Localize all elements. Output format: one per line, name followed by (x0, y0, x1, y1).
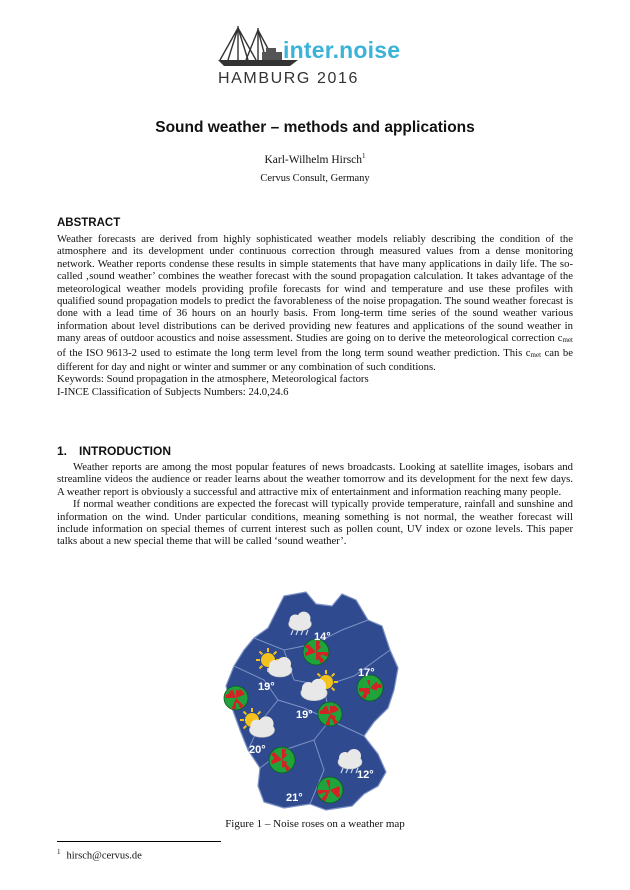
intro-paragraph-1: Weather reports are among the most popular features of news broadcasts. Looking at satellite images, isobars and streamline videos the audience or reader learns about the weather tomorrow and its development for the next few days. A weather report is obviously a successful and attractive mix of entertainment and information reaching many people. (57, 461, 573, 498)
germany-map (214, 590, 414, 815)
author-footnote-mark: 1 (362, 152, 366, 160)
temperature-label: 17° (358, 667, 375, 679)
footnote-mark: 1 (57, 848, 61, 856)
section-title: INTRODUCTION (79, 444, 171, 458)
figure-weather-map (214, 590, 414, 815)
section-number: 1. (57, 444, 68, 458)
abstract-body (57, 233, 573, 398)
paper-title: Sound weather – methods and applications (155, 119, 475, 136)
intro-paragraph-2: If normal weather conditions are expected the forecast will typically provide temperature, rainfall and sunshine and information on the wind. Under particular conditions, meaning something is not normal, the weather forecast will include information on special themes of current interest such as pollen count, UV index or ozone levels. This paper talks about a new special theme that will be called ‘sound weather’. (57, 498, 573, 548)
footnote-rule (57, 841, 221, 842)
logo-name: inter.noise (283, 37, 401, 63)
abstract-heading: ABSTRACT (57, 217, 121, 229)
conference-logo (218, 22, 418, 92)
temperature-label: 20° (249, 744, 266, 756)
footnote-text: hirsch@cervus.de (66, 850, 142, 862)
noise-rose-icon (269, 747, 295, 773)
logo-city: HAMBURG 2016 (218, 70, 360, 87)
footnote (57, 848, 142, 862)
affiliation: Cervus Consult, Germany (260, 173, 370, 184)
temperature-label: 19° (258, 681, 275, 693)
temperature-label: 21° (286, 792, 303, 804)
author-line (0, 152, 630, 166)
noise-rose-icon (317, 777, 343, 803)
noise-rose-icon (224, 686, 248, 710)
temperature-label: 14° (314, 631, 331, 643)
noise-rose-icon (318, 702, 342, 726)
figure-caption: Figure 1 – Noise roses on a weather map (225, 818, 405, 830)
temperature-label: 12° (357, 769, 374, 781)
keywords-line: Keywords: Sound propagation in the atmosphere, Meteorological factors (57, 373, 369, 386)
introduction-heading (57, 444, 171, 458)
classification-line: I-INCE Classification of Subjects Numbers: 24.0,24.6 (57, 385, 289, 398)
abstract-paragraph: Weather forecasts are derived from highly sophisticated weather models reliably describing the condition of the atmosphere and its development under continuous correction through measured values from a dense monitoring network. Weather reports condense these results in simple statements that have many applications in daily life. The so-called ‚sound weather’ combines the weather forecast with the sound propagation calculation. It takes advantage of the meteorological weather models providing profile forecasts for wind and temperature and use these profiles with qualified sound propagation models to predict the favorableness of the noise propagation. The sound weather forecast is done with a lead time of 36 hours on an hourly basis. From long-term time series of the sound weather various information about level distributions can be derived providing new features and applications of the sound weather in many areas of outdoor acoustics and noise assessment. Studies are going on to derive the meteorological correction $c_{met}$ of the ISO 9613-2 used to estimate the long term level from the long term sound weather prediction. This $c_{met}$ can be different for day and night or winter and summer or any combination of such conditions. (57, 233, 573, 374)
temperature-label: 19° (296, 709, 313, 721)
author-name: Karl-Wilhelm Hirsch (264, 153, 363, 166)
introduction-body (57, 461, 573, 548)
